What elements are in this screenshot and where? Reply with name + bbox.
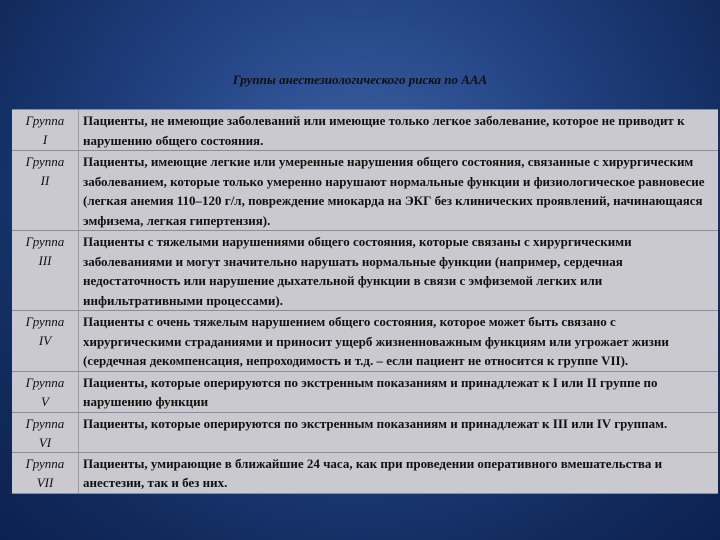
table-row bbox=[12, 151, 718, 231]
group-label: Группа VI bbox=[12, 413, 79, 452]
group-description: Пациенты с очень тяжелым нарушением общего состояния, которое может быть связано с хирургическими страданиями и приносит ущерб жизненноважным функциям или угрожает жизни (сердечная декомпенсация, непроходимость и т.д. – если пациент не относится к группе VII). bbox=[83, 314, 669, 368]
table-row bbox=[12, 372, 718, 413]
group-description: Пациенты, не имеющие заболеваний или имеющие только легкое заболевание, которое не приводит к нарушению общего состояния. bbox=[83, 113, 685, 148]
group-label: Группа I bbox=[12, 110, 79, 150]
group-description: Пациенты, имеющие легкие или умеренные нарушения общего состояния, связанные с хирургическим заболеванием, которые только умеренно нарушают нормальные функции и физиологическое равновесие (легкая анемия 110–120 г/л, повреждение миокарда на ЭКГ без клинических проявлений, начинающаяся эмфизема, легкая гипертензия). bbox=[83, 154, 705, 228]
group-label: Группа III bbox=[12, 231, 79, 310]
table-row bbox=[12, 311, 718, 372]
group-description: Пациенты, которые оперируются по экстренным показаниям и принадлежат к I или II группе по нарушению функции bbox=[83, 374, 658, 409]
group-label: Группа IV bbox=[12, 311, 79, 371]
group-description: Пациенты, умирающие в ближайшие 24 часа, как при проведении оперативного вмешательства и анестезии, так и без них. bbox=[83, 455, 663, 490]
table-row bbox=[12, 231, 718, 311]
group-label: Группа V bbox=[12, 372, 79, 412]
group-label: Группа VII bbox=[12, 453, 79, 493]
table-row bbox=[12, 413, 718, 453]
table-row bbox=[12, 453, 718, 494]
group-label: Группа II bbox=[12, 151, 79, 230]
risk-groups-table bbox=[12, 109, 718, 494]
table-row bbox=[12, 110, 718, 151]
page-title: Группы анестезиологического риска по ААА bbox=[232, 72, 488, 87]
group-description: Пациенты с тяжелыми нарушениями общего состояния, которые связаны с хирургическими заболеваниями и могут значительно нарушать нормальные функции (например, сердечная недостаточность или нарушение дыхательной функции в связи с эмфиземой легких или инфильтративными процессами). bbox=[83, 234, 632, 308]
group-description: Пациенты, которые оперируются по экстренным показаниям и принадлежат к III или IV группам. bbox=[83, 415, 668, 431]
